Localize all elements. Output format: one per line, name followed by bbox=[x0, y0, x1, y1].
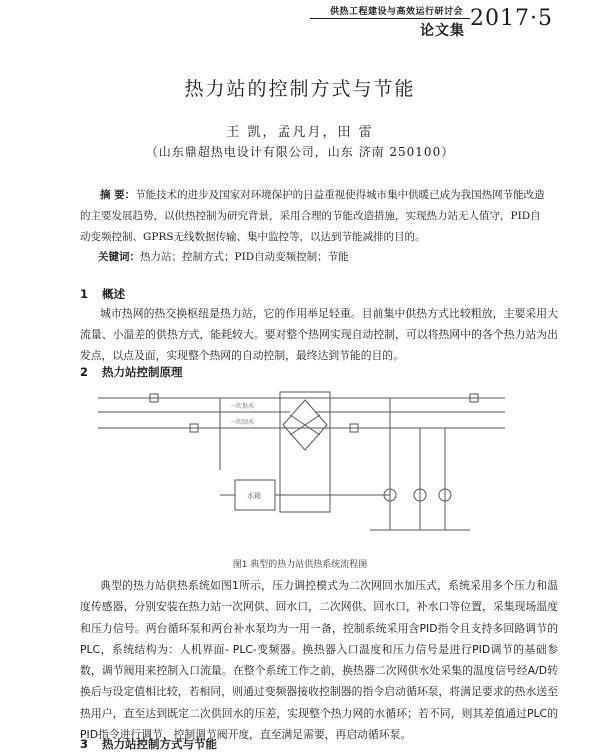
section-3-number: 3 bbox=[80, 737, 89, 751]
primary-return-label: 一次回水 bbox=[230, 419, 255, 426]
section-2-paragraph: 典型的热力站供热系统如图1所示，压力调控模式为二次网回水加压式，系统采用多个压力和温度传感器，分别安装在热力站一次网供、回水口，二次网供、回水口，补水口等位置，采集现场温度和压力信号。两台循环泵和两台补水泵均为一用一备，控制系统采用含PID指令且支持多回路调节的PLC，系统结构为：人机界面- PLC-变频器。换热器入口温度和压力信号是进行PID调节的基础参数，调节阀用来控制入口流量。在整个系统工作之前，换热器二次网供水处采集的温度信号经A/D转换后与设定值相比较，若相同，则通过变频器接收控制器的指令启动循环泵，将满足要求的热水送至热用户，直至达到既定二次供回水的压差，实现整个热力网的水循环；若不同，则其差值通过PLC的PID指令进行调节，控制调节阀开度，直至满足需要，再启动循环泵。 bbox=[80, 579, 558, 742]
keywords bbox=[98, 249, 558, 264]
paper-affiliation: （山东鼎超热电设计有限公司，山东 济南 250100） bbox=[145, 145, 455, 159]
abstract bbox=[80, 185, 550, 248]
section-1-paragraph: 城市热网的热交换枢纽是热力站，它的作用举足轻重。目前集中供热方式比较粗放，主要采用大流量、小温差的供热方式，能耗较大。要对整个热网实现自动控制，可以将热网中的各个热力站为出发点，以点及面，实现整个热网的自动控制，最终达到节能的目的。 bbox=[80, 307, 558, 362]
figure-caption: 图1 典型的热力站供热系统流程图 bbox=[232, 560, 368, 570]
section-1-number: 1 bbox=[80, 287, 89, 301]
section-2-heading bbox=[80, 364, 183, 380]
abstract-text: 节能技术的进步及国家对环境保护的日益重视使得城市集中供暖已成为我国热网节能改造的主要发展趋势，以供热控制为研究背景，采用合理的节能改造措施，实现热力站无人值守，PID自动变频控制、GPRS无线数据传输、集中监控等，以达到节能减排的目的。 bbox=[80, 189, 545, 243]
section-1-heading bbox=[80, 286, 125, 302]
header-year: 2017·5 bbox=[470, 6, 553, 31]
section-2-title: 热力站控制原理 bbox=[102, 365, 183, 379]
abstract-label: 摘 要： bbox=[100, 189, 136, 201]
header-conference: 供热工程建设与高效运行研讨会 bbox=[330, 7, 464, 17]
heat-exchanger-frame bbox=[280, 392, 330, 512]
heating-system-diagram bbox=[90, 380, 510, 550]
paper-authors: 王 凯，孟凡月，田 雷 bbox=[226, 125, 374, 140]
header-section: 论文集 bbox=[420, 23, 465, 39]
section-1-title: 概述 bbox=[102, 287, 125, 301]
paper-title: 热力站的控制方式与节能 bbox=[184, 78, 416, 100]
section-3-title: 热力站控制方式与节能 bbox=[102, 737, 217, 751]
section-2-number: 2 bbox=[80, 365, 89, 379]
section-3-heading bbox=[80, 736, 217, 752]
header-rule bbox=[310, 18, 470, 19]
keywords-text: 热力站；控制方式；PID自动变频控制；节能 bbox=[140, 251, 349, 263]
tank-label: 水箱 bbox=[247, 492, 261, 500]
keywords-label: 关键词： bbox=[98, 251, 140, 263]
primary-supply-label: 一次供水 bbox=[230, 403, 255, 410]
